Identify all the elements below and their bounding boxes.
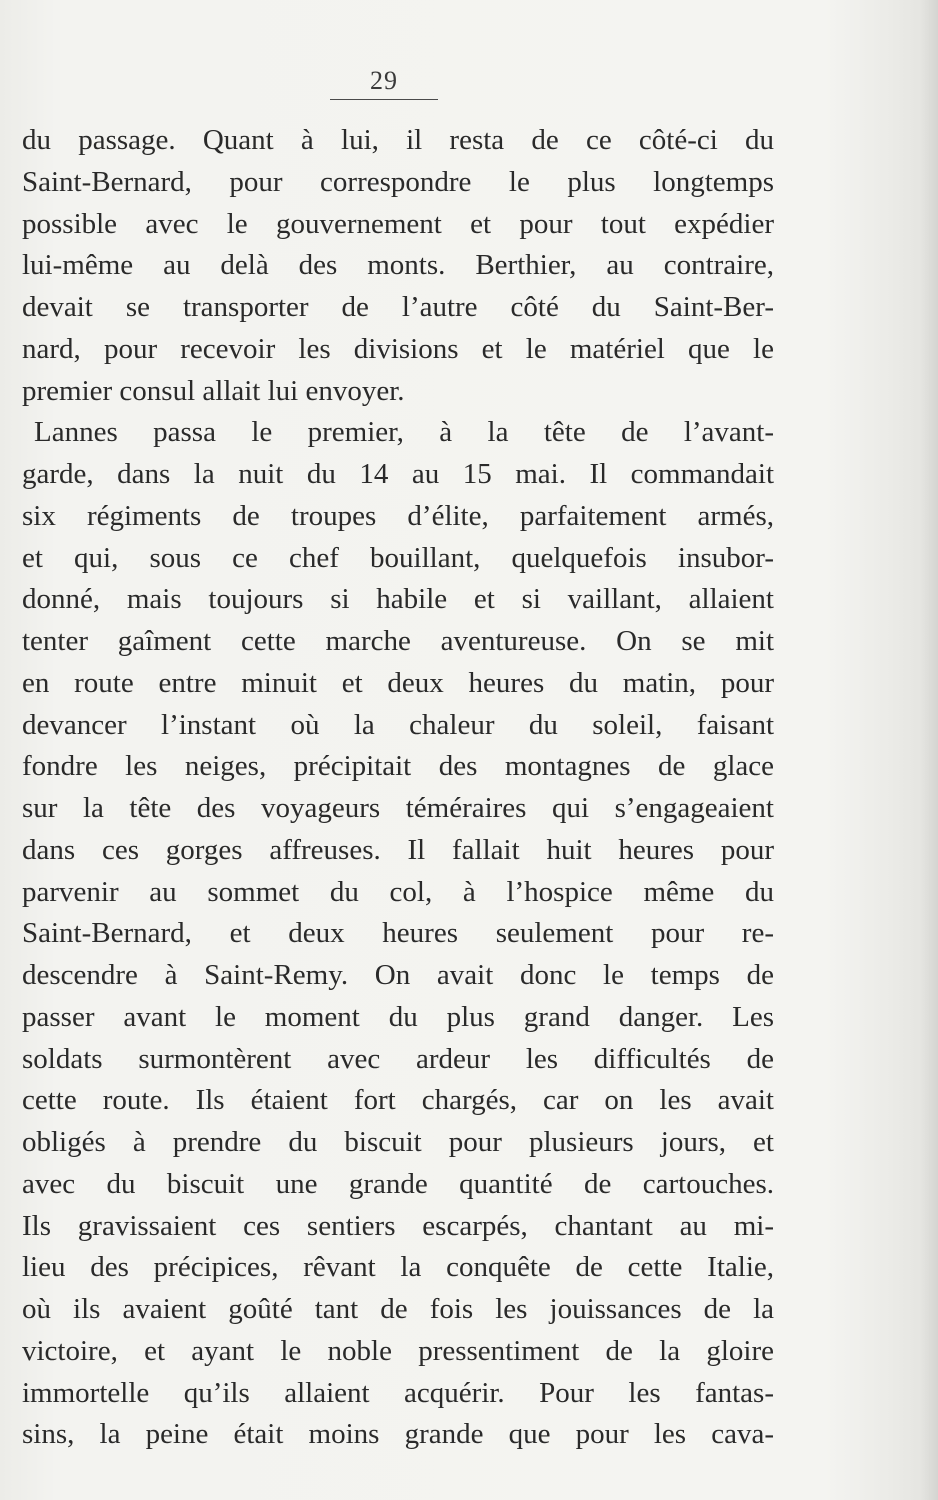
text-line: obligés à prendre du biscuit pour plusieurs jours, et: [22, 1126, 774, 1158]
text-line: immortelle qu’ils allaient acquérir. Pour les fantas-: [22, 1376, 774, 1409]
text-line: sur la tête des voyageurs téméraires qui s’engageaient: [22, 792, 774, 824]
text-line: sins, la peine était moins grande que pour les cava-: [22, 1418, 774, 1451]
text-line: du passage. Quant à lui, il resta de ce côté-ci du: [22, 124, 774, 156]
text-line: parvenir au sommet du col, à l’hospice même du: [22, 875, 774, 908]
text-line: Saint-Bernard, pour correspondre le plus longtemps: [22, 165, 774, 198]
page-edge-shadow: [920, 0, 938, 1500]
body-text: [22, 120, 774, 1456]
text-line: premier consul allait lui envoyer.: [22, 374, 405, 407]
text-line: avec du biscuit une grande quantité de cartouches.: [22, 1167, 774, 1200]
text-line: donné, mais toujours si habile et si vaillant, allaient: [22, 583, 774, 616]
page-number-rule: [330, 99, 438, 100]
text-line: et qui, sous ce chef bouillant, quelquefois insubor-: [22, 541, 774, 574]
text-line: devait se transporter de l’autre côté du Saint-Ber-: [22, 291, 774, 323]
text-line: Lannes passa le premier, à la tête de l’avant-: [34, 416, 774, 449]
text-line: lui-même au delà des monts. Berthier, au contraire,: [22, 249, 774, 282]
text-line: garde, dans la nuit du 14 au 15 mai. Il commandait: [22, 458, 774, 490]
text-line: en route entre minuit et deux heures du matin, pour: [22, 666, 774, 699]
text-line: victoire, et ayant le noble pressentiment de la gloire: [22, 1334, 774, 1367]
text-line: Ils gravissaient ces sentiers escarpés, chantant au mi-: [22, 1209, 774, 1242]
text-line: où ils avaient goûté tant de fois les jouissances de la: [22, 1293, 774, 1325]
text-line: lieu des précipices, rêvant la conquête de cette Italie,: [22, 1251, 774, 1284]
text-line: soldats surmontèrent avec ardeur les difficultés de: [22, 1042, 774, 1075]
page-number: 29: [370, 66, 398, 95]
text-line: dans ces gorges affreuses. Il fallait huit heures pour: [22, 833, 774, 866]
text-line: nard, pour recevoir les divisions et le matériel que le: [22, 332, 774, 365]
text-line: tenter gaîment cette marche aventureuse. On se mit: [22, 625, 774, 657]
text-line: Saint-Bernard, et deux heures seulement pour re-: [22, 917, 774, 950]
text-line: six régiments de troupes d’élite, parfaitement armés,: [22, 499, 774, 532]
text-line: fondre les neiges, précipitait des montagnes de glace: [22, 750, 774, 783]
text-line: descendre à Saint-Remy. On avait donc le temps de: [22, 959, 774, 991]
text-line: possible avec le gouvernement et pour tout expédier: [22, 207, 774, 240]
text-line: passer avant le moment du plus grand danger. Les: [22, 1000, 774, 1033]
text-line: devancer l’instant où la chaleur du soleil, faisant: [22, 708, 774, 741]
text-line: cette route. Ils étaient fort chargés, car on les avait: [22, 1084, 774, 1117]
